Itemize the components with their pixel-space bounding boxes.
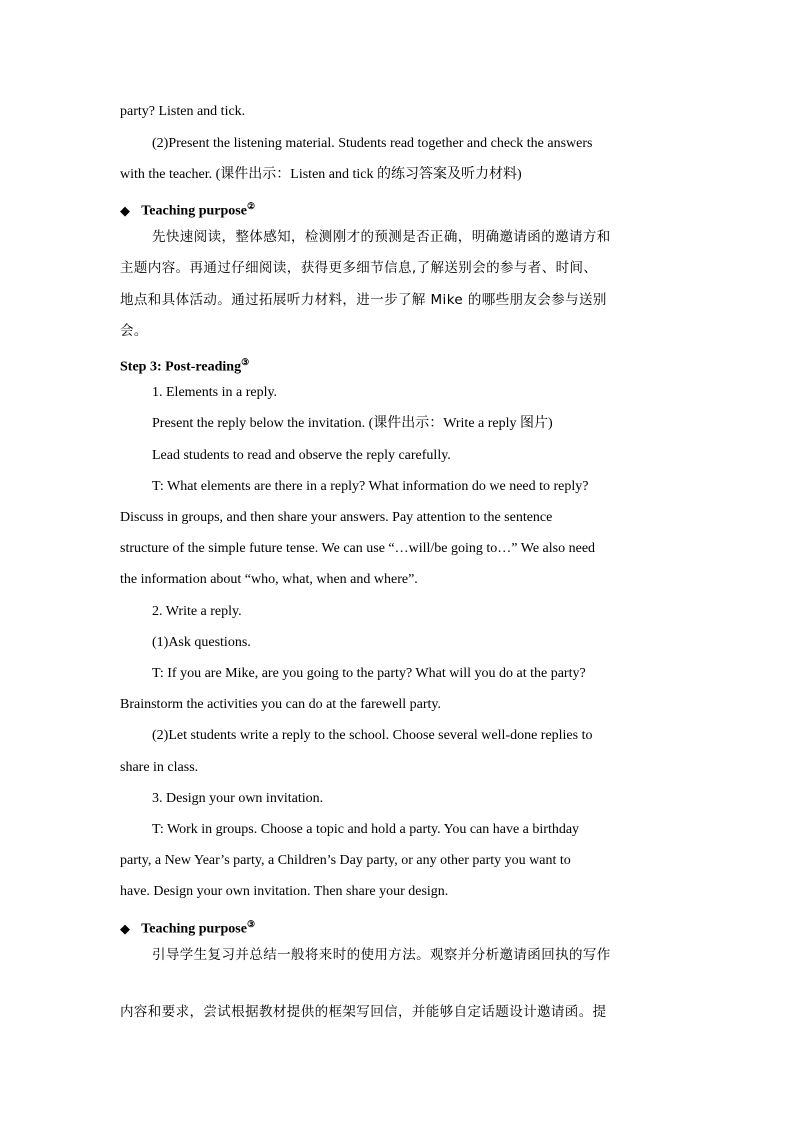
chinese-paragraph-line: 内容和要求，尝试根据教材提供的框架写回信，并能够自定话题设计邀请函。提 bbox=[120, 1004, 607, 1020]
paragraph-line: Present the reply below the invitation. (课件出示：Write a reply 图片) bbox=[152, 416, 553, 431]
chinese-paragraph-line: 主题内容。再通过仔细阅读，获得更多细节信息,了解送别会的参与者、时间、 bbox=[120, 260, 598, 276]
paragraph-line: Brainstorm the activities you can do at the farewell party. bbox=[120, 697, 441, 712]
paragraph-line: 1. Elements in a reply. bbox=[152, 385, 278, 400]
step-heading bbox=[120, 352, 680, 378]
paragraph-line: Lead students to read and observe the reply carefully. bbox=[152, 448, 451, 463]
paragraph-line: 3. Design your own invitation. bbox=[152, 791, 324, 806]
paragraph-line: T: Work in groups. Choose a topic and hold a party. You can have a birthday bbox=[152, 822, 580, 837]
paragraph-line: share in class. bbox=[120, 760, 199, 775]
footnote-marker: ③ bbox=[241, 357, 250, 367]
paragraph-line: T: If you are Mike, are you going to the party? What will you do at the party? bbox=[152, 666, 586, 681]
diamond-bullet-icon: ◆ bbox=[120, 920, 130, 936]
footnote-marker: ③ bbox=[246, 919, 256, 929]
paragraph-line: (2)Let students write a reply to the school. Choose several well-done replies to bbox=[152, 728, 593, 743]
paragraph-line: structure of the simple future tense. We can use “…will/be going to…” We also need bbox=[120, 541, 596, 556]
paragraph-line: Discuss in groups, and then share your answers. Pay attention to the sentence bbox=[120, 510, 553, 525]
paragraph-line: T: What elements are there in a reply? What information do we need to reply? bbox=[152, 479, 589, 494]
heading-label: Teaching purpose bbox=[141, 203, 247, 219]
paragraph-line: party? Listen and tick. bbox=[120, 104, 246, 119]
diamond-bullet-icon: ◆ bbox=[120, 202, 130, 218]
paragraph-line: (2)Present the listening material. Students read together and check the answers bbox=[152, 136, 593, 151]
chinese-paragraph-line: 会。 bbox=[120, 323, 148, 339]
heading-label: Teaching purpose bbox=[141, 921, 247, 937]
paragraph-line: party, a New Year’s party, a Children’s Day party, or any other party you want to bbox=[120, 853, 571, 868]
chinese-paragraph-line: 先快速阅读，整体感知，检测刚才的预测是否正确，明确邀请函的邀请方和 bbox=[152, 229, 611, 245]
chinese-paragraph-line: 地点和具体活动。通过拓展听力材料，进一步了解 Mike 的哪些朋友会参与送别 bbox=[120, 292, 607, 308]
paragraph-line: (1)Ask questions. bbox=[152, 635, 251, 650]
paragraph-line: with the teacher. (课件出示：Listen and tick 的练习答案及听力材料) bbox=[120, 167, 522, 182]
teaching-purpose-heading bbox=[120, 914, 680, 940]
step-label: Step 3: Post-reading bbox=[120, 359, 242, 375]
paragraph-line: have. Design your own invitation. Then share your design. bbox=[120, 884, 449, 899]
footnote-marker: ② bbox=[246, 201, 256, 211]
paragraph-line: the information about “who, what, when and where”. bbox=[120, 572, 418, 587]
paragraph-line: 2. Write a reply. bbox=[152, 604, 242, 619]
teaching-purpose-heading bbox=[120, 196, 680, 222]
chinese-paragraph-line: 引导学生复习并总结一般将来时的使用方法。观察并分析邀请函回执的写作 bbox=[152, 947, 611, 963]
